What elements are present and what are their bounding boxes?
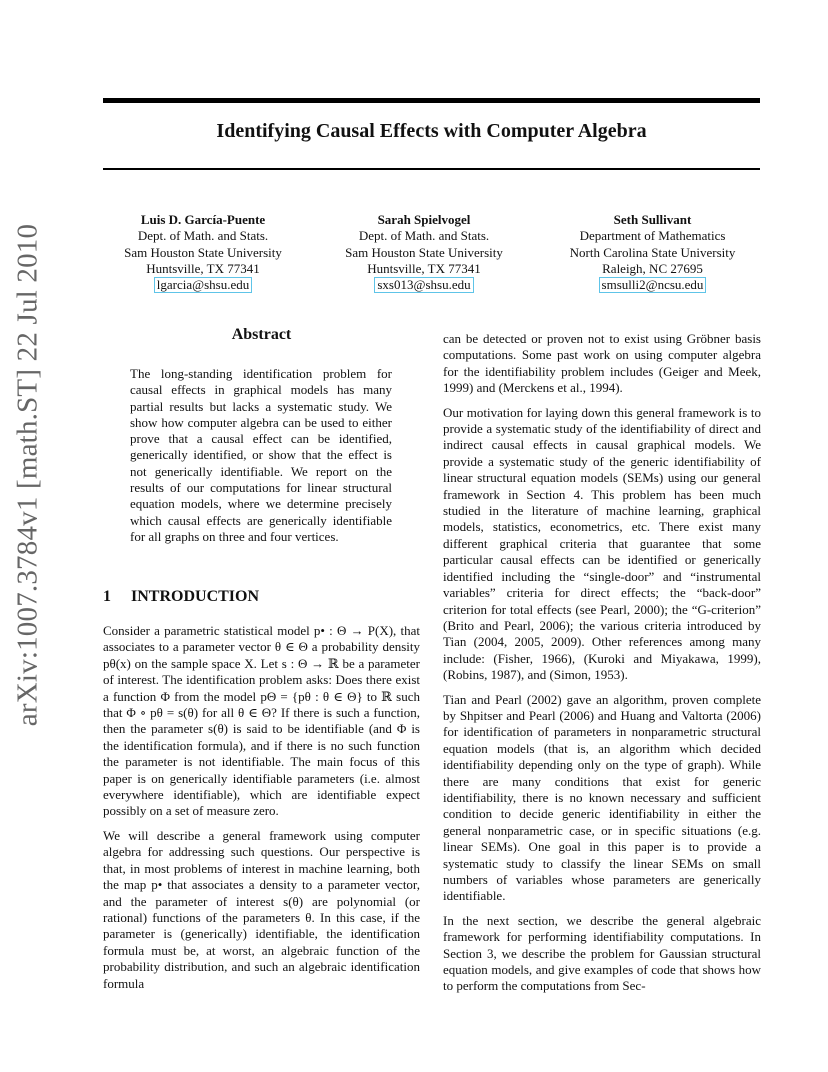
author-1 <box>103 212 303 293</box>
left-column <box>103 623 420 1000</box>
section-heading <box>103 588 259 606</box>
paragraph: We will describe a general framework using computer algebra for addressing such questions. Our perspective is that, in most problems of interest in machine learning, both the map p• that associates a density to a parameter vector, and the parameter of interest s(θ) are polynomial (or rational) functions of the parameters θ. In this case, if the parameter is (generically) identifiable, the identification formula must be, at worst, an algebraic function of the probability distribution, and such an algebraic identification formula <box>103 827 420 991</box>
author-addr: Raleigh, NC 27695 <box>602 260 703 276</box>
author-univ: Sam Houston State University <box>124 244 282 260</box>
author-email-link[interactable]: smsulli2@ncsu.edu <box>599 277 707 293</box>
author-email-link[interactable]: lgarcia@shsu.edu <box>154 277 252 293</box>
title-top-rule <box>103 98 760 103</box>
right-column <box>443 331 761 1003</box>
paper-title: Identifying Causal Effects with Computer Algebra <box>216 120 647 142</box>
paragraph: In the next section, we describe the general algebraic framework for performing identifiability computations. In Section 3, we describe the problem for Gaussian structural equation models, and give examples of code that shows how to perform the computations from Sec- <box>443 912 761 994</box>
author-dept: Dept. of Math. and Stats. <box>358 228 490 244</box>
title-bottom-rule <box>103 168 760 170</box>
author-addr: Huntsville, TX 77341 <box>146 260 260 276</box>
author-dept: Dept. of Math. and Stats. <box>137 228 269 244</box>
paragraph: Consider a parametric statistical model p• : Θ → P(X), that associates to a parameter vector θ ∈ Θ a probability density pθ(x) on the sample space X. Let s : Θ → ℝ be a parameter of interest. The identification problem asks: Does there exist a function Φ from the model pΘ = {pθ : θ ∈ Θ} to ℝ such that Φ ∘ pθ = s(θ) for all θ ∈ Θ? If there is such a function, then the parameter s(θ) is said to be identifiable (and Φ is the identification formula), and if there is no such function the parameter is not identifiable. The main focus of this paper is on generically identifiable parameters (i.e. almost everywhere identifiable), which are identifiable expect possibly on a set of measure zero. <box>103 623 420 819</box>
section-title: INTRODUCTION <box>131 588 260 605</box>
author-univ: North Carolina State University <box>569 244 736 260</box>
author-2 <box>319 212 529 293</box>
author-block <box>103 212 760 293</box>
paragraph: Tian and Pearl (2002) gave an algorithm, proven complete by Shpitser and Pearl (2006) and Huang and Valtorta (2006) for identification of parameters in nonparametric structural equation models (that is, an algorithm which decided identifiability depending only on the type of graph). While there are many conditions that exist for generic identifiability, there is no known necessary and sufficient condition to decide generic identifiability in either the general nonparametric case, or in specific situations (e.g. linear SEMs). One goal in this paper is to provide a systematic study to classify the linear SEMs on small numbers of variables whose parameters are generically identifiable. <box>443 691 761 904</box>
author-3 <box>545 212 760 293</box>
author-name: Sarah Spielvogel <box>377 212 471 227</box>
paragraph: Our motivation for laying down this general framework is to provide a systematic study of the identifiability of direct and indirect causal effects in causal graphical models. We provide a systematic study of the generic identifiability of linear structural equation models (SEMs) using our general framework in Section 4. This problem has been much studied in the literature of machine learning, graphical models, statistics, econometrics, etc. There exist many different graphical criteria that guarantee that some particular causal effects can be identified or generically identified including the “single-door” and “instrumental variables” criteria for direct effects; the “back-door” criterion for total effects (see Pearl, 2000); the “G-criterion” (Brito and Pearl, 2006); the various criteria introduced by Tian (2004, 2005, 2009). Other references among many include: (Fisher, 1966), (Kuroki and Miyakawa, 1999), (Robins, 1987), and (Simon, 1953). <box>443 404 761 683</box>
author-addr: Huntsville, TX 77341 <box>367 260 481 276</box>
author-dept: Department of Mathematics <box>579 228 726 244</box>
author-name: Luis D. García-Puente <box>140 212 266 227</box>
paragraph: can be detected or proven not to exist using Gröbner basis computations. Some past work on using computer algebra for the identifiability problem includes (Geiger and Meek, 1999) and (Merckens et al., 1994). <box>443 331 761 396</box>
author-name: Seth Sullivant <box>613 212 692 227</box>
arxiv-stamp-text: arXiv:1007.3784v1 [math.ST] 22 Jul 2010 <box>11 223 44 727</box>
abstract-body: The long-standing identification problem for causal effects in graphical models has many partial results but lacks a systematic study. We show how computer algebra can be used to either prove that a causal effect can be identified, generically identified, or show that the effect is not generically identifiable. We report on the results of our computations for linear structural equation models, where we determine precisely which causal effects are generically identifiable for all graphs on three and four vertices. <box>130 366 392 544</box>
author-email-link[interactable]: sxs013@shsu.edu <box>374 277 473 293</box>
section-number: 1 <box>103 588 111 605</box>
arxiv-stamp <box>8 223 48 727</box>
abstract-heading: Abstract <box>231 326 292 343</box>
author-univ: Sam Houston State University <box>345 244 503 260</box>
